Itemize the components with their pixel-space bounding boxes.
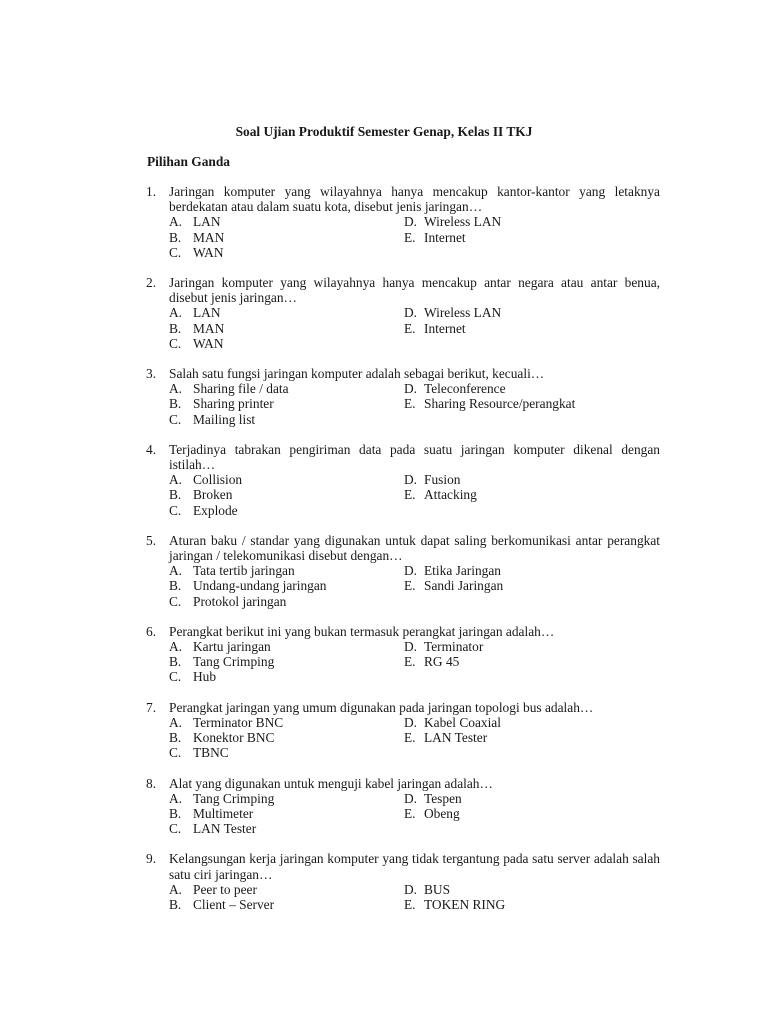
question-list <box>146 184 660 927</box>
option-d: D. Teleconference <box>404 381 506 397</box>
option-d: D. Tespen <box>404 790 462 806</box>
question-text: Aturan baku / standar yang digunakan untuk dapat saling berkomunikasi antar perangkat jaringan / telekomunikasi disebut dengan… <box>169 532 660 564</box>
question-text: Jaringan komputer yang wilayahnya hanya mencakup kantor-kantor yang letaknya berdekatan atau dalam suatu kota, disebut jenis jaringan… <box>169 184 660 215</box>
question-1 <box>146 184 660 260</box>
option-d: D. Wireless LAN <box>404 305 502 321</box>
option-e: E. RG 45 <box>404 654 460 670</box>
option-d: D. BUS <box>404 881 451 897</box>
option-b: B. Undang-undang jaringan <box>169 578 327 594</box>
option-a: A. Tata tertib jaringan <box>169 563 295 579</box>
question-number: 2. <box>146 275 157 291</box>
option-c: C. Mailing list <box>169 411 256 427</box>
option-b: B. Client – Server <box>169 896 275 912</box>
question-number: 7. <box>146 699 157 715</box>
option-d: D. Terminator <box>404 639 484 655</box>
option-e: E. Attacking <box>404 487 477 503</box>
question-number: 3. <box>146 366 157 382</box>
question-5 <box>146 533 660 609</box>
option-grid <box>169 882 660 912</box>
option-e: E. LAN Tester <box>404 730 488 746</box>
option-d: D. Etika Jaringan <box>404 563 501 579</box>
question-text: Jaringan komputer yang wilayahnya hanya mencakup antar negara atau antar benua, disebut jenis jaringan… <box>169 275 660 306</box>
option-c: C. WAN <box>169 244 224 260</box>
option-b: B. Tang Crimping <box>169 654 275 670</box>
section-heading: Pilihan Ganda <box>147 154 230 169</box>
option-grid <box>169 791 660 837</box>
option-e: E. Internet <box>404 229 466 245</box>
option-b: B. MAN <box>169 320 225 336</box>
option-b: B. Multimeter <box>169 805 254 821</box>
option-c: C. WAN <box>169 335 224 351</box>
option-a: A. Tang Crimping <box>169 790 275 806</box>
option-a: A. LAN <box>169 305 221 321</box>
option-a: A. Collision <box>169 472 243 488</box>
question-3 <box>146 366 660 427</box>
option-a: A. Peer to peer <box>169 881 257 897</box>
option-e: E. Obeng <box>404 805 460 821</box>
option-e: E. TOKEN RING <box>404 896 506 912</box>
option-a: A. Sharing file / data <box>169 381 289 397</box>
question-7 <box>146 700 660 761</box>
option-c: C. TBNC <box>169 745 229 761</box>
option-b: B. Konektor BNC <box>169 730 275 746</box>
question-number: 8. <box>146 775 157 791</box>
question-text: Terjadinya tabrakan pengiriman data pada suatu jaringan komputer dikenal dengan istilah… <box>169 441 660 473</box>
option-grid <box>169 381 660 427</box>
option-a: A. Kartu jaringan <box>169 639 271 655</box>
question-text: Perangkat berikut ini yang bukan termasuk perangkat jaringan adalah… <box>169 623 555 639</box>
option-c: C. Explode <box>169 502 238 518</box>
option-a: A. LAN <box>169 214 221 230</box>
option-d: D. Kabel Coaxial <box>404 714 501 730</box>
question-8 <box>146 776 660 837</box>
option-e: E. Internet <box>404 320 466 336</box>
option-grid <box>169 305 660 351</box>
option-d: D. Fusion <box>404 472 461 488</box>
option-b: B. Broken <box>169 487 233 503</box>
option-grid <box>169 639 660 685</box>
question-number: 4. <box>146 441 157 457</box>
question-number: 9. <box>146 851 157 867</box>
option-c: C. Protokol jaringan <box>169 593 287 609</box>
document-title: Soal Ujian Produktif Semester Genap, Kelas II TKJ <box>235 124 533 139</box>
option-c: C. LAN Tester <box>169 821 257 837</box>
question-number: 6. <box>146 623 157 639</box>
option-d: D. Wireless LAN <box>404 214 502 230</box>
question-text: Perangkat jaringan yang umum digunakan pada jaringan topologi bus adalah… <box>169 699 594 715</box>
option-b: B. Sharing printer <box>169 396 274 412</box>
question-text: Alat yang digunakan untuk menguji kabel jaringan adalah… <box>169 775 493 791</box>
question-text: Salah satu fungsi jaringan komputer adalah sebagai berikut, kecuali… <box>169 366 545 382</box>
option-c: C. Hub <box>169 669 217 685</box>
question-text: Kelangsungan kerja jaringan komputer yang tidak tergantung pada satu server adalah salah satu ciri jaringan… <box>169 851 660 882</box>
option-grid <box>169 214 660 260</box>
question-2 <box>146 275 660 351</box>
option-e: E. Sharing Resource/perangkat <box>404 396 576 412</box>
option-b: B. MAN <box>169 229 225 245</box>
question-4 <box>146 442 660 518</box>
option-a: A. Terminator BNC <box>169 714 284 730</box>
option-grid <box>169 715 660 761</box>
option-e: E. Sandi Jaringan <box>404 578 504 594</box>
option-grid <box>169 472 660 518</box>
question-9 <box>146 851 660 912</box>
question-number: 1. <box>146 184 157 199</box>
option-grid <box>169 563 660 609</box>
question-number: 5. <box>146 532 157 548</box>
question-6 <box>146 624 660 685</box>
